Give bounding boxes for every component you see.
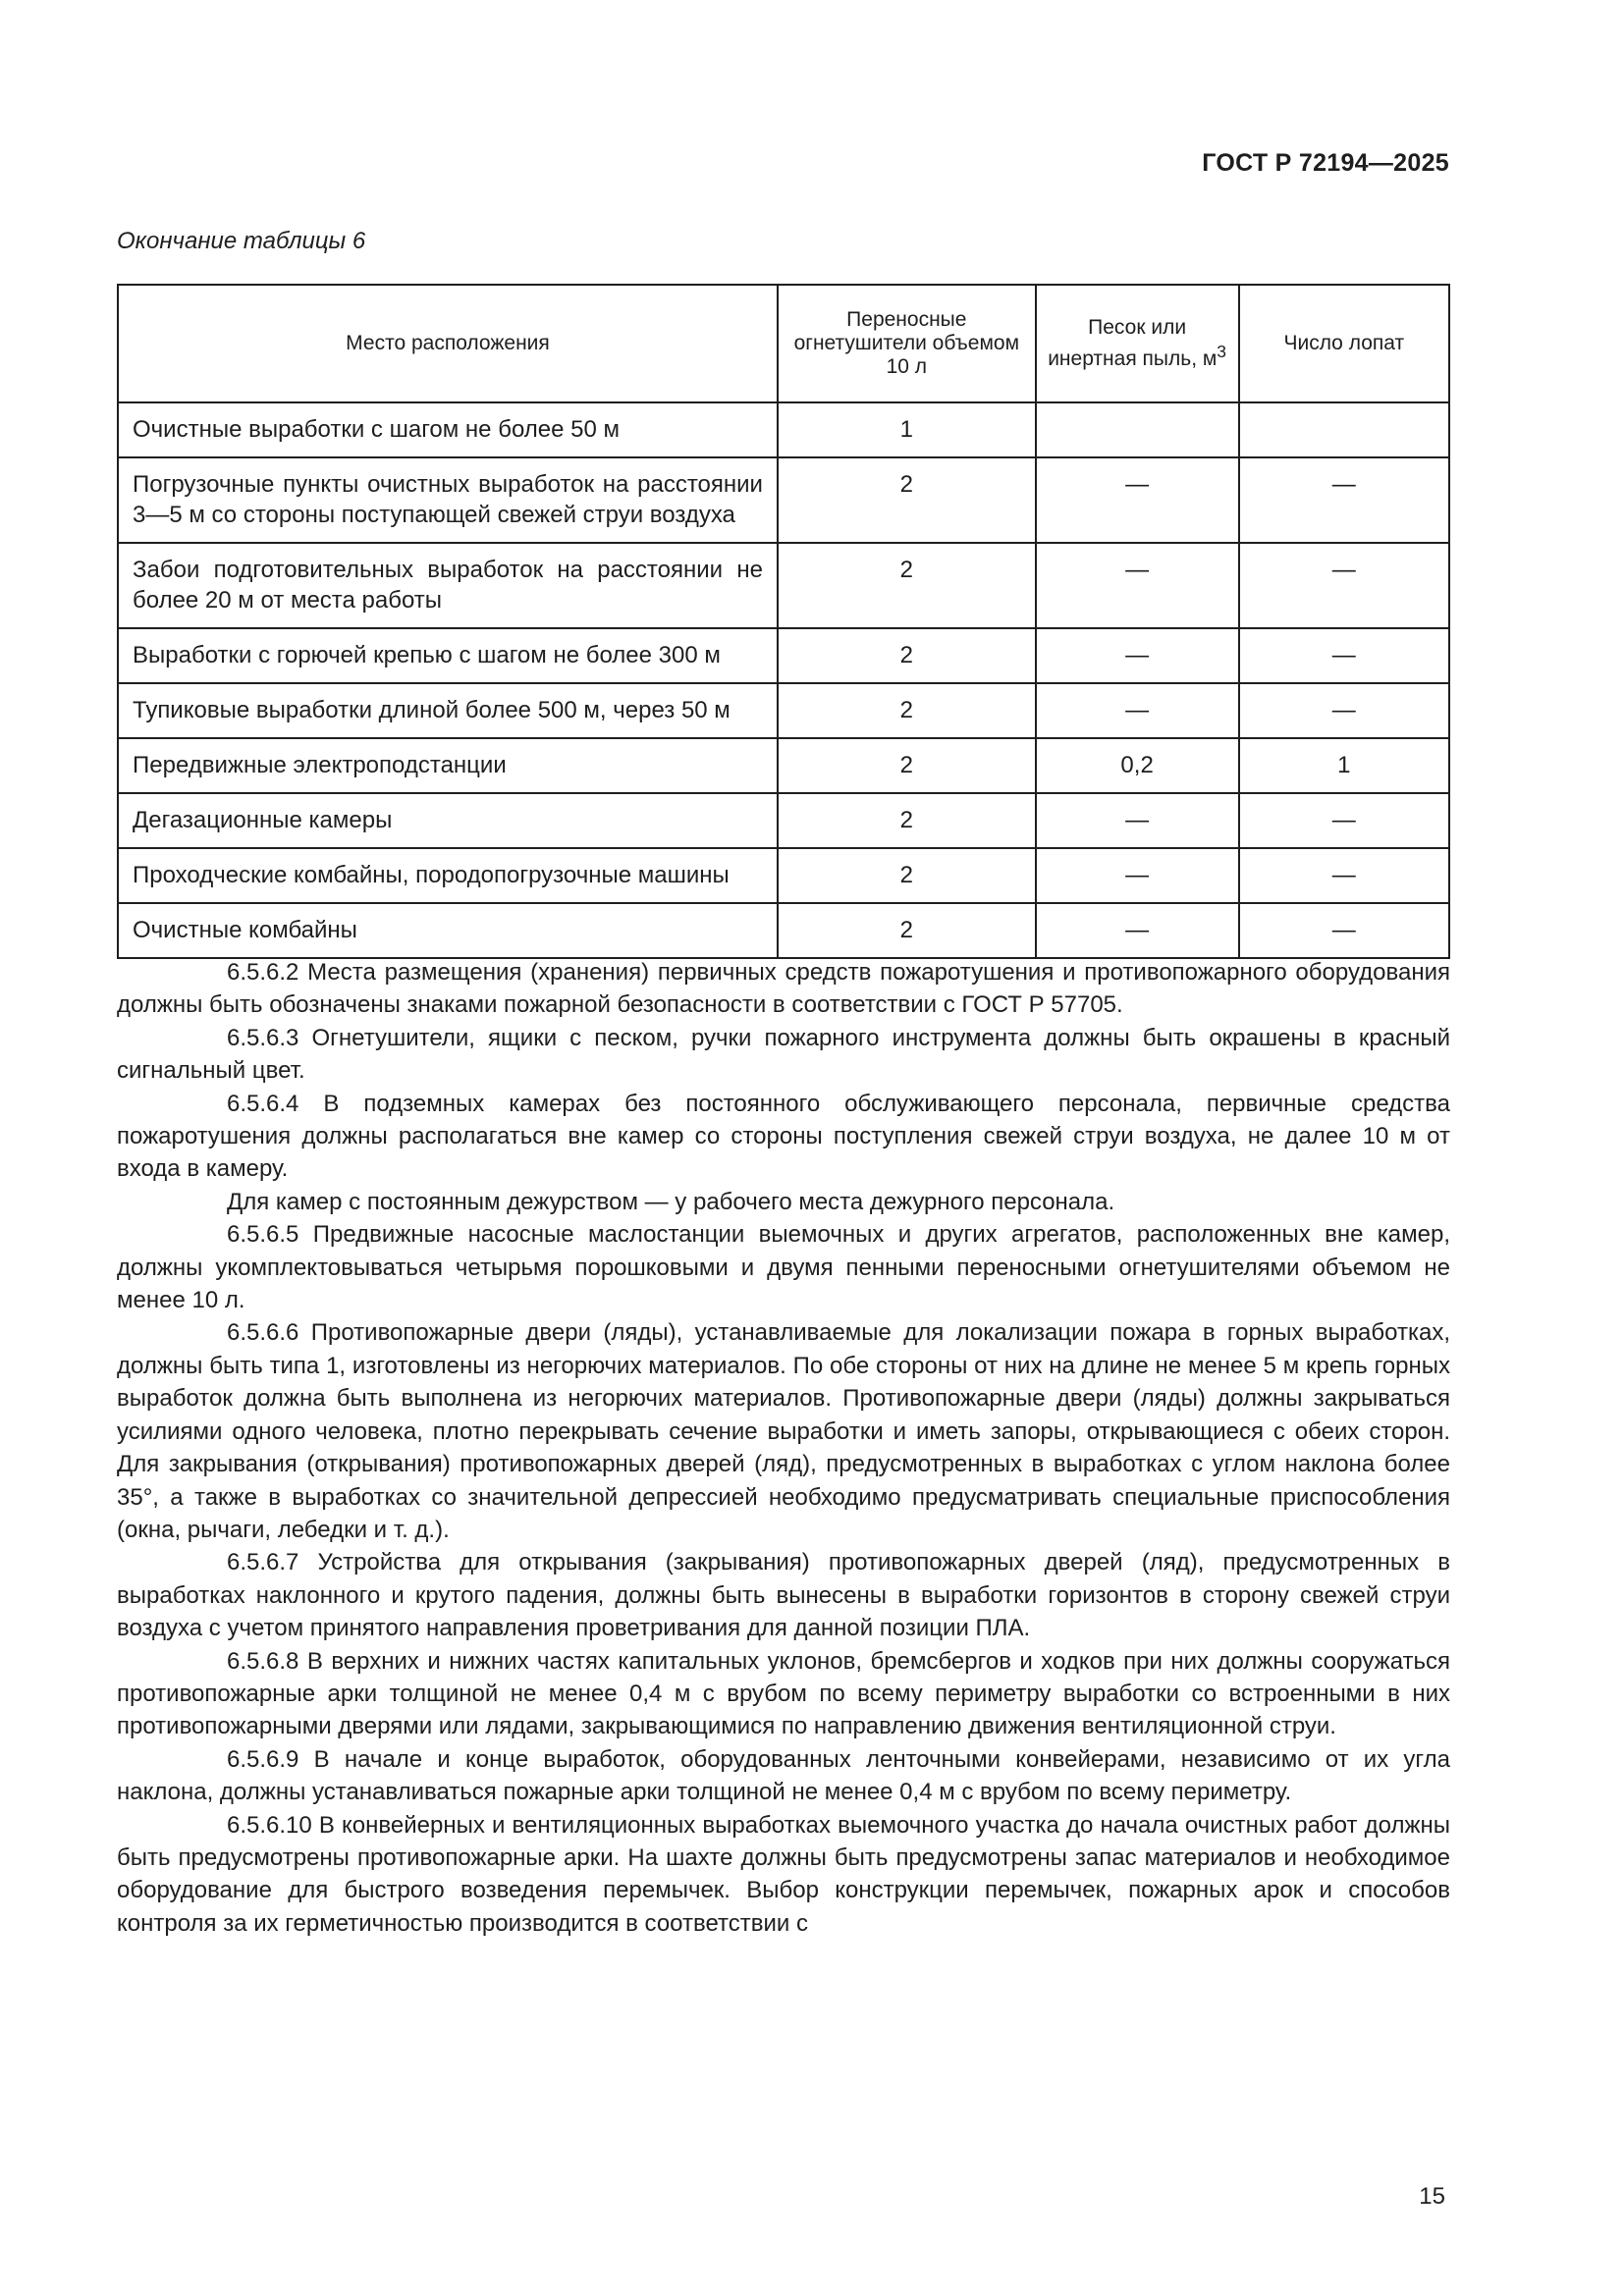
table-row bbox=[118, 903, 1449, 958]
cell-sand: 0,2 bbox=[1036, 738, 1239, 793]
cell-shovels: — bbox=[1239, 457, 1449, 543]
cell-extinguishers: 2 bbox=[778, 628, 1036, 683]
column-header-sand-label: Песок или инертная пыль, м bbox=[1048, 316, 1218, 370]
cell-shovels: — bbox=[1239, 683, 1449, 738]
paragraph: 6.5.6.10 В конвейерных и вентиляционных выработках выемочного участка до начала очистных работ должны быть предусмотрены противопожарные арки. На шахте должны быть предусмотрены запас материалов и необходимое оборудование для быстрого возведения перемычек. Выбор конструкции перемычек, пожарных арок и способов контроля за их герметичностью производится в соответствии с bbox=[117, 1811, 1450, 1937]
table-row bbox=[118, 848, 1449, 903]
cell-shovels bbox=[1239, 402, 1449, 457]
cell-place: Очистные комбайны bbox=[118, 903, 778, 958]
paragraph: 6.5.6.8 В верхних и нижних частях капитальных уклонов, бремсбергов и ходков при них должны сооружаться противопожарные арки толщиной не менее 0,4 м с врубом по всему периметру выработки со встроенными в них противопожарными дверями или лядами, закрывающимися по направлению движения вентиляционной струи. bbox=[117, 1647, 1450, 1740]
table-row bbox=[118, 628, 1449, 683]
table-caption: Окончание таблицы 6 bbox=[117, 228, 366, 254]
table-row bbox=[118, 793, 1449, 848]
cell-sand: — bbox=[1036, 793, 1239, 848]
paragraph: 6.5.6.4 В подземных камерах без постоянного обслуживающего персонала, первичные средства пожаротушения должны располагаться вне камер со стороны поступления свежей струи воздуха, не далее 10 м от входа в камеру. bbox=[117, 1090, 1450, 1183]
cell-sand: — bbox=[1036, 457, 1239, 543]
cell-extinguishers: 2 bbox=[778, 738, 1036, 793]
paragraph: 6.5.6.6 Противопожарные двери (ляды), устанавливаемые для локализации пожара в горных выработках, должны быть типа 1, изготовлены из негорючих материалов. По обе стороны от них на длине не менее 5 м крепь горных выработок должна быть выполнена из негорючих материалов. Противопожарные двери (ляды) должны закрываться усилиями одного человека, плотно перекрывать сечение выработки и иметь запоры, открывающиеся с обеих сторон. Для закрывания (открывания) противопожарных дверей (ляд), предусмотренных в выработках с углом наклона более 35°, а также в выработках со значительной депрессией необходимо предусматривать специальные приспособления (окна, рычаги, лебедки и т. д.). bbox=[117, 1319, 1450, 1543]
cell-sand: — bbox=[1036, 848, 1239, 903]
cell-place: Погрузочные пункты очистных выработок на расстоянии 3—5 м со стороны поступающей свежей струи воздуха bbox=[118, 457, 778, 543]
table-row bbox=[118, 738, 1449, 793]
cell-shovels: — bbox=[1239, 903, 1449, 958]
cell-shovels: — bbox=[1239, 793, 1449, 848]
paragraph: 6.5.6.3 Огнетушители, ящики с песком, ручки пожарного инструмента должны быть окрашены в красный сигнальный цвет. bbox=[117, 1024, 1450, 1085]
cell-sand bbox=[1036, 402, 1239, 457]
cell-shovels: 1 bbox=[1239, 738, 1449, 793]
cell-sand: — bbox=[1036, 628, 1239, 683]
paragraph: 6.5.6.9 В начале и конце выработок, оборудованных ленточными конвейерами, независимо от их угла наклона, должны устанавливаться пожарные арки толщиной не менее 0,4 м с врубом по всему периметру. bbox=[117, 1745, 1450, 1806]
unit-superscript: 3 bbox=[1217, 342, 1227, 361]
cell-place: Очистные выработки с шагом не более 50 м bbox=[118, 402, 778, 457]
cell-extinguishers: 2 bbox=[778, 543, 1036, 628]
cell-extinguishers: 2 bbox=[778, 848, 1036, 903]
cell-extinguishers: 1 bbox=[778, 402, 1036, 457]
cell-sand: — bbox=[1036, 683, 1239, 738]
paragraph: 6.5.6.7 Устройства для открывания (закрывания) противопожарных дверей (ляд), предусмотренных в выработках наклонного и крутого падения, должны быть вынесены в выработки горизонтов в сторону свежей струи воздуха с учетом принятого направления проветривания для данной позиции ПЛА. bbox=[117, 1549, 1450, 1642]
document-id-header: ГОСТ Р 72194—2025 bbox=[1202, 149, 1449, 177]
cell-place: Выработки с горючей крепью с шагом не более 300 м bbox=[118, 628, 778, 683]
cell-place: Тупиковые выработки длиной более 500 м, через 50 м bbox=[118, 683, 778, 738]
body-text bbox=[117, 956, 1450, 1940]
table-row bbox=[118, 457, 1449, 543]
cell-place: Проходческие комбайны, породопогрузочные машины bbox=[118, 848, 778, 903]
table-6 bbox=[117, 284, 1450, 959]
cell-place: Дегазационные камеры bbox=[118, 793, 778, 848]
cell-extinguishers: 2 bbox=[778, 903, 1036, 958]
paragraph: 6.5.6.2 Места размещения (хранения) первичных средств пожаротушения и противопожарного оборудования должны быть обозначены знаками пожарной безопасности в соответствии с ГОСТ Р 57705. bbox=[117, 959, 1450, 1019]
cell-extinguishers: 2 bbox=[778, 793, 1036, 848]
column-header-place: Место расположения bbox=[118, 285, 778, 402]
paragraph: 6.5.6.5 Предвижные насосные маслостанции выемочных и других агрегатов, расположенных вне камер, должны укомплектовываться четырьмя порошковыми и двумя пенными переносными огнетушителями объемом не менее 10 л. bbox=[117, 1221, 1450, 1314]
cell-place: Передвижные электроподстанции bbox=[118, 738, 778, 793]
cell-shovels: — bbox=[1239, 628, 1449, 683]
table-row bbox=[118, 683, 1449, 738]
cell-sand: — bbox=[1036, 903, 1239, 958]
cell-extinguishers: 2 bbox=[778, 683, 1036, 738]
cell-shovels: — bbox=[1239, 543, 1449, 628]
paragraph: Для камер с постоянным дежурством — у рабочего места дежурного персонала. bbox=[227, 1188, 1115, 1215]
table-row bbox=[118, 543, 1449, 628]
column-header-shovels: Число лопат bbox=[1239, 285, 1449, 402]
cell-shovels: — bbox=[1239, 848, 1449, 903]
column-header-sand bbox=[1036, 285, 1239, 402]
cell-sand: — bbox=[1036, 543, 1239, 628]
cell-place: Забои подготовительных выработок на расстоянии не более 20 м от места работы bbox=[118, 543, 778, 628]
table-row bbox=[118, 402, 1449, 457]
page-number: 15 bbox=[1419, 2183, 1445, 2210]
table-header-row bbox=[118, 285, 1449, 402]
column-header-extinguishers: Переносные огнетушители объемом 10 л bbox=[778, 285, 1036, 402]
cell-extinguishers: 2 bbox=[778, 457, 1036, 543]
